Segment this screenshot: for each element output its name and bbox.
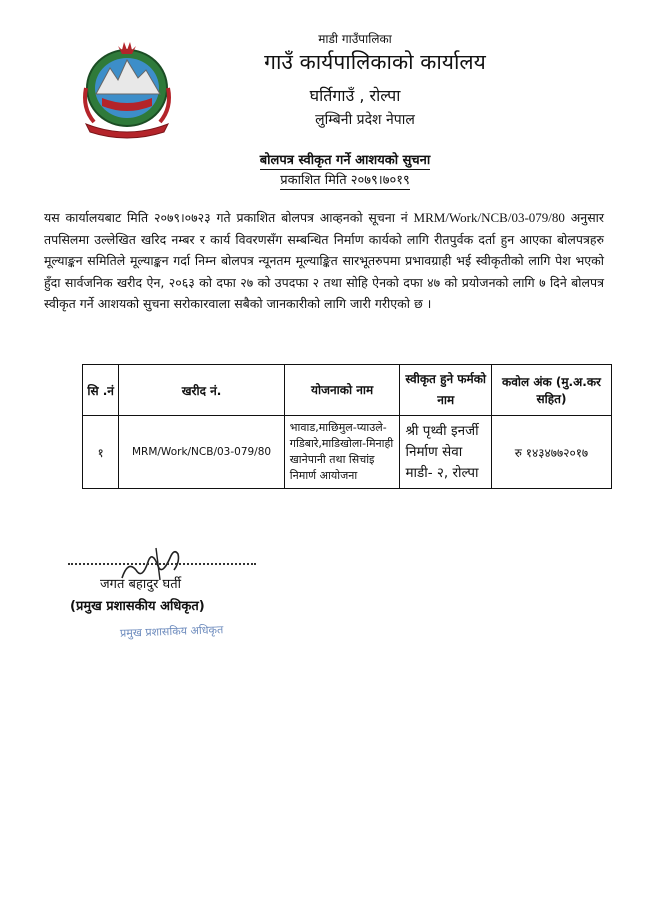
body-text: अनुसार तपसिलमा उल्लेखित खरिद नम्बर र कार्य विवरणसँग सम्बन्धित निर्माण कार्यको लागि रीतपुर्वक दर्ता हुन आएका बोलपत्रहरु मूल्याङ्कन समितिले मूल्याङ्कन गर्दा निम्न बोलपत्र न्यूनतम मूल्याङ्कित सारभूतरुपमा प्रभावग्राही भई स्वीकृतीको लागि पेश भएको हुँदा सार्वजनिक खरीद ऐन, २०६३ को दफा २७ को उपदफा २ तथा सोहि ऐनको दफा ४७ को प्रयोजनको लागि ७ दिने बोलपत्र स्वीकृत गर्ने आशयको सुचना सरोकारवाला सबैको जानकारीको लागि जारी गरीएको छ । [44,210,605,311]
header-firm: स्वीकृत हुने फर्मको नाम [400,365,492,416]
header-sn: सि .नं [83,365,119,416]
official-stamp: प्रमुख प्रशासकिय अधिकृत [119,623,224,640]
province-name: लुम्बिनी प्रदेश नेपाल [315,112,415,128]
bid-table [82,364,612,489]
signature-line [68,563,256,565]
cell-code: MRM/Work/NCB/03-079/80 [119,416,284,489]
signatory-title: (प्रमुख प्रशासकीय अधिकृत) [70,599,205,614]
office-address: घर्तिगाउँ , रोल्पा [309,86,401,105]
cell-sn: १ [83,416,119,489]
table-row [83,416,612,489]
cell-firm: श्री पृथ्वी इनर्जी निर्माण सेवा माडी- २, रोल्पा [400,416,492,489]
municipality-name: माडी गाउँपालिका [318,32,392,46]
header-project: योजनाको नाम [284,365,400,416]
header-amount: कवोल अंक (मु.अ.कर सहित) [491,365,611,416]
header-code: खरीद नं. [119,365,284,416]
signatory-name: जगत बहादुर घर्ती [100,577,182,592]
body-line-1: यस कार्यालयबाट मिति २०७९।०७२३ गते प्रकाशित बोलपत्र आव्हनको सूचना नं [44,210,408,225]
office-title: गाउँ कार्यपालिकाको कार्यालय [264,50,486,74]
body-reference-number: MRM/Work/NCB/03-079/80 [413,210,565,225]
notice-title-wrap [0,150,650,168]
table-header-row [83,365,612,416]
notice-title: बोलपत्र स्वीकृत गर्ने आशयको सुचना [259,153,431,168]
cell-project: भावाड,माछिमुल-प्याउले-गडिबारे,माडिखोला-मिनाही खानेपानी तथा सिचांइ निमार्ण आयोजना [284,416,400,489]
published-date: प्रकाशित मिति २०७९।७०१९ [280,173,410,188]
cell-amount: रु १४३४७७२०१७ [491,416,611,489]
published-date-wrap [0,170,650,188]
notice-body [44,207,604,315]
